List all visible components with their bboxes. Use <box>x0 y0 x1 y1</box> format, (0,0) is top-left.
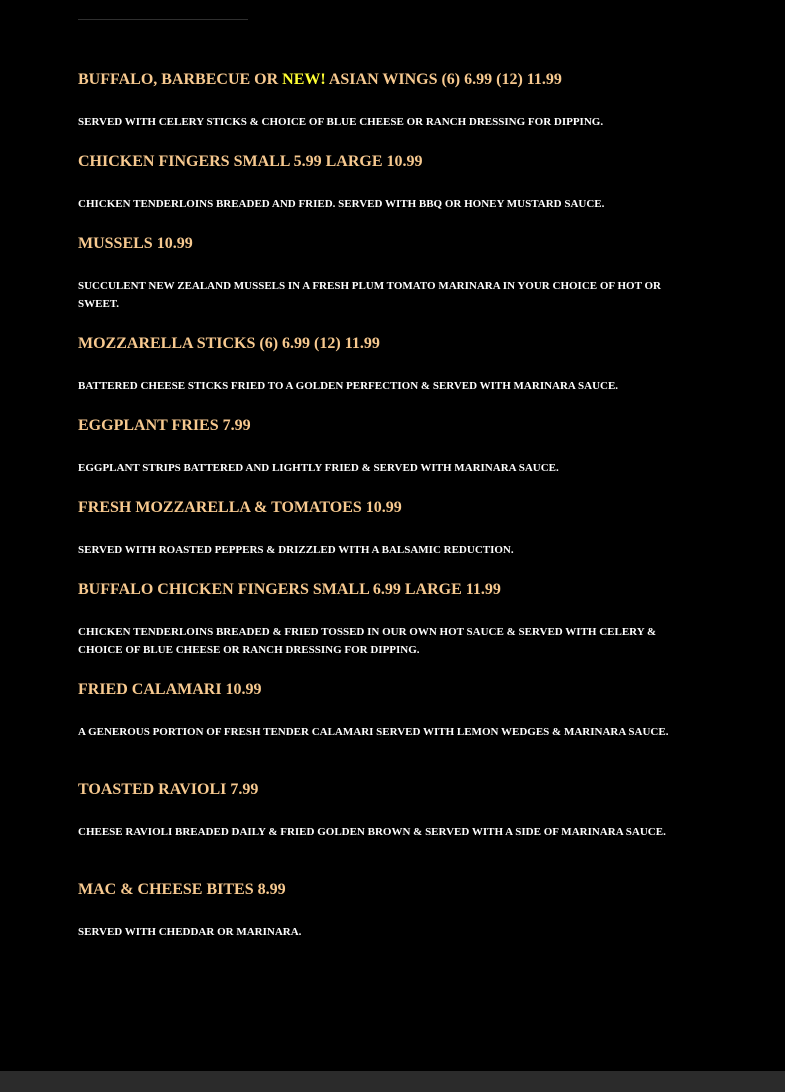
menu-item-description: SERVED WITH CHEDDAR OR MARINARA. <box>78 926 302 938</box>
menu-item-title-part: ASIAN WINGS (6) 6.99 (12) 11.99 <box>325 71 562 88</box>
menu-item-description: CHICKEN TENDERLOINS BREADED & FRIED TOSSED IN OUR OWN HOT SAUCE & SERVED WITH CELERY & CHOICE OF BLUE CHEESE OR RANCH DRESSING FOR DIPPING. <box>78 626 657 656</box>
menu-item-title: MAC & CHEESE BITES 8.99 <box>78 881 286 898</box>
menu-item-title: CHICKEN FINGERS SMALL 5.99 LARGE 10.99 <box>78 153 423 170</box>
menu-item-title: EGGPLANT FRIES 7.99 <box>78 417 251 434</box>
menu-item-description: SERVED WITH CELERY STICKS & CHOICE OF BLUE CHEESE OR RANCH DRESSING FOR DIPPING. <box>78 116 604 128</box>
menu-item-description: EGGPLANT STRIPS BATTERED AND LIGHTLY FRIED & SERVED WITH MARINARA SAUCE. <box>78 462 559 474</box>
menu-item-title: MUSSELS 10.99 <box>78 235 193 252</box>
menu-item-title-part: BUFFALO, BARBECUE OR <box>78 71 283 88</box>
menu-item-description: A GENEROUS PORTION OF FRESH TENDER CALAMARI SERVED WITH LEMON WEDGES & MARINARA SAUCE. <box>78 726 669 738</box>
menu-item-title: MOZZARELLA STICKS (6) 6.99 (12) 11.99 <box>78 335 380 352</box>
menu-item-description: CHICKEN TENDERLOINS BREADED AND FRIED. SERVED WITH BBQ OR HONEY MUSTARD SAUCE. <box>78 198 605 210</box>
menu-item-description: SUCCULENT NEW ZEALAND MUSSELS IN A FRESH PLUM TOMATO MARINARA IN YOUR CHOICE OF HOT OR SWEET. <box>78 280 661 310</box>
menu-item-title <box>78 70 562 90</box>
menu-item-description: CHEESE RAVIOLI BREADED DAILY & FRIED GOLDEN BROWN & SERVED WITH A SIDE OF MARINARA SAUCE. <box>78 826 666 838</box>
menu-item-description: BATTERED CHEESE STICKS FRIED TO A GOLDEN PERFECTION & SERVED WITH MARINARA SAUCE. <box>78 380 619 392</box>
new-badge: NEW! <box>282 71 326 88</box>
menu-item-title: FRIED CALAMARI 10.99 <box>78 681 262 698</box>
menu-item-description: SERVED WITH ROASTED PEPPERS & DRIZZLED WITH A BALSAMIC REDUCTION. <box>78 544 514 556</box>
footer-bar <box>0 1071 785 1092</box>
section-divider <box>78 19 248 20</box>
menu-item-title: TOASTED RAVIOLI 7.99 <box>78 781 259 798</box>
menu-item-title: BUFFALO CHICKEN FINGERS SMALL 6.99 LARGE 11.99 <box>78 581 501 598</box>
menu-item-title: FRESH MOZZARELLA & TOMATOES 10.99 <box>78 499 402 516</box>
